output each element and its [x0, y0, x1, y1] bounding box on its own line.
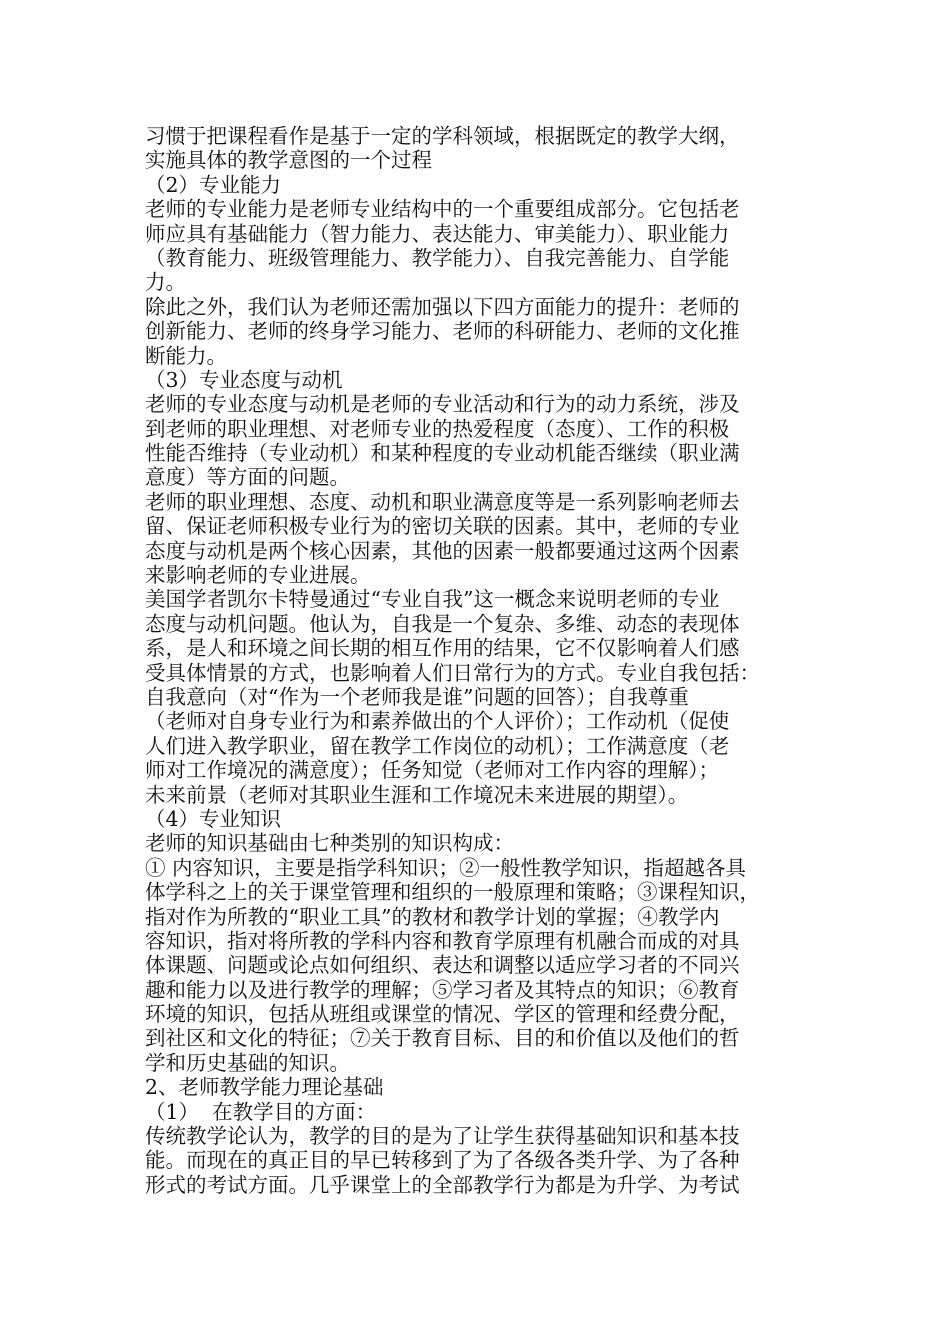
text-line: 能。而现在的真正目的早已转移到了为了各级各类升学、为了各种: [145, 1148, 740, 1173]
text-line: 指对作为所教的“职业工具”的教材和教学计划的掌握；④教学内: [145, 904, 720, 929]
text-line: 态度与动机问题。他认为，自我是一个复杂、多维、动态的表现体: [145, 611, 740, 636]
text-line: 留、保证老师积极专业行为的密切关联的因素。其中，老师的专业: [145, 514, 740, 539]
text-line: 老师的职业理想、态度、动机和职业满意度等是一系列影响老师去: [145, 489, 740, 514]
text-line: 老师的知识基础由七种类别的知识构成：: [145, 831, 514, 856]
text-line: 老师的专业态度与动机是老师的专业活动和行为的动力系统，涉及: [145, 392, 740, 417]
section-heading: （3）专业态度与动机: [145, 367, 343, 392]
text-line: 容知识，指对将所教的学科内容和教育学原理有机融合而成的对具: [145, 928, 740, 953]
section-heading: 2、老师教学能力理论基础: [145, 1075, 384, 1100]
text-line: 学和历史基础的知识。: [145, 1050, 350, 1075]
text-line: 受具体情景的方式，也影响着人们日常行为的方式。专业自我包括：: [145, 660, 760, 685]
text-line: 趣和能力以及进行教学的理解；⑤学习者及其特点的知识；⑥教育: [145, 977, 740, 1002]
text-line: ① 内容知识，主要是指学科知识；②一般性教学知识，指超越各具: [145, 855, 747, 880]
text-line: 人们进入教学职业，留在教学工作岗位的动机）；工作满意度（老: [145, 733, 730, 758]
text-line: 到社区和文化的特征；⑦关于教育目标、目的和价值以及他们的哲: [145, 1026, 740, 1051]
text-line: 老师的专业能力是老师专业结构中的一个重要组成部分。它包括老: [145, 197, 740, 222]
text-line: 来影响老师的专业进展。: [145, 563, 371, 588]
text-line: 创新能力、老师的终身学习能力、老师的科研能力、老师的文化推: [145, 319, 740, 344]
text-line: 环境的知识，包括从班组或课堂的情况、学区的管理和经费分配，: [145, 1002, 740, 1027]
text-line: 自我意向（对“作为一个老师我是谁”问题的回答）；自我尊重: [145, 684, 689, 709]
text-line: 习惯于把课程看作是基于一定的学科领域，根据既定的教学大纲，: [145, 124, 740, 148]
text-line: 除此之外，我们认为老师还需加强以下四方面能力的提升：老师的: [145, 294, 740, 319]
text-line: （老师对自身专业行为和素养做出的个人评价）；工作动机（促使: [145, 709, 730, 734]
text-line: 性能否维持（专业动机）和某种程度的专业动机能否继续（职业满: [145, 441, 740, 466]
text-line: 意度）等方面的问题。: [145, 465, 350, 490]
text-line: 到老师的职业理想、对老师专业的热爱程度（态度）、工作的积极: [145, 416, 730, 441]
section-heading: （4）专业知识: [145, 806, 282, 831]
text-line: 体学科之上的关于课堂管理和组织的一般原理和策略；③课程知识，: [145, 880, 760, 905]
text-line: 未来前景（老师对其职业生涯和工作境况未来进展的期望）。: [145, 782, 689, 807]
text-line: （教育能力、班级管理能力、教学能力）、自我完善能力、自学能: [145, 245, 730, 270]
document-body: [145, 124, 805, 1197]
text-line: 态度与动机是两个核心因素，其他的因素一般都要通过这两个因素: [145, 538, 740, 563]
text-line: 传统教学论认为，教学的目的是为了让学生获得基础知识和基本技: [145, 1124, 740, 1149]
text-line: 断能力。: [145, 343, 227, 368]
text-line: 力。: [145, 270, 186, 295]
section-heading: （2）专业能力: [145, 172, 282, 197]
text-line: 美国学者凯尔卡特曼通过“专业自我”这一概念来说明老师的专业: [145, 587, 720, 612]
text-line: 形式的考试方面。几乎课堂上的全部教学行为都是为升学、为考试: [145, 1172, 740, 1197]
text-line: 系，是人和环境之间长期的相互作用的结果，它不仅影响着人们感: [145, 636, 740, 661]
text-line: 师对工作境况的满意度）；任务知觉（老师对工作内容的理解）；: [145, 758, 719, 783]
text-line: 体课题、问题或论点如何组织、表达和调整以适应学习者的不同兴: [145, 953, 740, 978]
section-heading: （1） 在教学目的方面：: [145, 1099, 377, 1124]
text-line: 师应具有基础能力（智力能力、表达能力、审美能力）、职业能力: [145, 221, 730, 246]
text-line: 实施具体的教学意图的一个过程: [145, 148, 432, 173]
